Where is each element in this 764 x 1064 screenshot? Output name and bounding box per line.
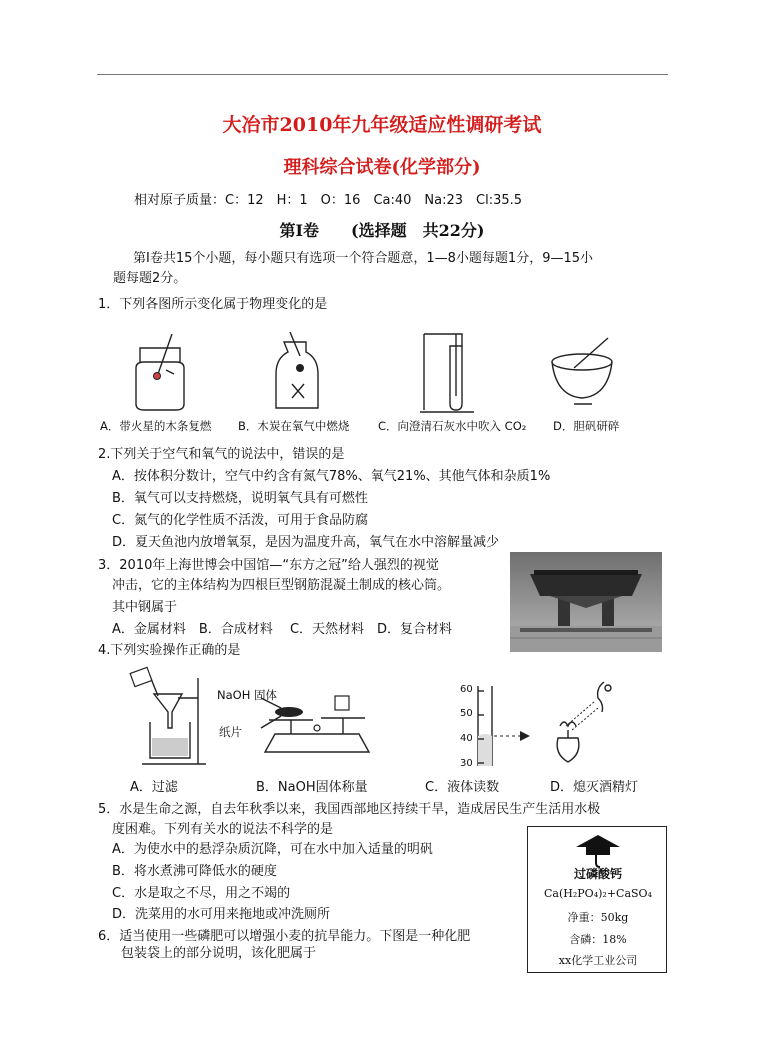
q4-figure-c-cylinder [476, 686, 536, 776]
fertilizer-net-weight: 净重：50kg [567, 911, 629, 924]
exam-title: 大冶市2010年九年级适应性调研考试 [222, 114, 542, 136]
q5-option-a: A．为使水中的悬浮杂质沉降，可在水中加入适量的明矾 [112, 842, 433, 857]
q6-stem-line1: 6．适当使用一些磷肥可以增强小麦的抗旱能力。下图是一种化肥 [98, 929, 471, 944]
q5-stem-line1: 5．水是生命之源，自去年秋季以来，我国西部地区持续干旱，造成居民生产生活用水极 [98, 802, 601, 817]
exam-subtitle: 理科综合试卷(化学部分) [283, 157, 481, 178]
q1-figure-a [128, 340, 198, 415]
q5-option-d: D．洗菜用的水可用来拖地或冲洗厕所 [112, 907, 331, 922]
q5-option-b: B．将水煮沸可降低水的硬度 [112, 864, 277, 879]
q5-stem-line2: 度困难。下列有关水的说法不科学的是 [112, 822, 334, 837]
q4-naoh-label: NaOH 固体 [217, 688, 278, 702]
atomic-masses: 相对原子质量：C：12 H：1 O：16 Ca:40 Na:23 Cl:35.5 [134, 193, 523, 208]
q2-option-c: C．氮气的化学性质不活泼，可用于食品防腐 [112, 513, 369, 528]
q4-option-c: C．液体读数 [425, 780, 500, 795]
instructions-line2: 题每题2分。 [113, 271, 187, 286]
q4-option-b: B．NaOH固体称量 [256, 780, 368, 795]
q4-stem: 4.下列实验操作正确的是 [98, 643, 241, 658]
q6-stem-line2: 包装袋上的部分说明，该化肥属于 [121, 946, 317, 961]
q1-figure-b [270, 328, 330, 413]
q3-stem-line3: 其中钢属于 [112, 600, 178, 615]
q4-figure-d-alcohol-lamp [544, 674, 624, 774]
instructions-line1: 第Ⅰ卷共15个小题，每小题只有选项一个符合题意，1—8小题每题1分，9—15小 [133, 251, 594, 266]
fertilizer-logo-icon [570, 833, 626, 869]
q1-stem: 1．下列各图所示变化属于物理变化的是 [98, 297, 328, 312]
fertilizer-label [527, 826, 667, 973]
section-heading: 第Ⅰ卷 (选择题 共22分) [279, 221, 485, 240]
q3-stem-line1: 3．2010年上海世博会中国馆—“东方之冠”给人强烈的视觉 [98, 558, 439, 573]
fertilizer-company: xx化学工业公司 [558, 954, 638, 967]
q1-option-b: B．木炭在氧气中燃烧 [238, 419, 350, 433]
q3-stem-line2: 冲击，它的主体结构为四根巨型钢筋混凝土制成的核心筒。 [112, 578, 451, 593]
fertilizer-phosphorus: 含磷：18% [569, 933, 627, 946]
q2-option-a: A．按体积分数计，空气中约含有氮气78%、氧气21%、其他气体和杂质1% [112, 469, 551, 484]
fertilizer-formula: Ca(H₂PO₄)₂+CaSO₄ [544, 887, 652, 900]
q4-scale-30: 30 [460, 758, 473, 769]
q1-figure-c [420, 330, 480, 415]
q5-option-c: C．水是取之不尽，用之不竭的 [112, 886, 291, 901]
q2-stem: 2.下列关于空气和氧气的说法中，错误的是 [98, 447, 345, 462]
q1-figure-d [548, 336, 628, 406]
q4-figure-b-balance [255, 694, 385, 770]
q4-option-a: A．过滤 [130, 780, 178, 795]
q4-figure-a-filtration [128, 668, 208, 768]
header-rule [97, 74, 668, 75]
q4-scale-50: 50 [460, 708, 473, 719]
fertilizer-name: 过磷酸钙 [573, 867, 622, 881]
q1-option-c: C．向澄清石灰水中吹入 CO₂ [378, 419, 527, 433]
q2-option-b: B．氧气可以支持燃烧，说明氧气具有可燃性 [112, 491, 368, 506]
q4-option-d: D．熄灭酒精灯 [550, 780, 639, 795]
china-pavilion-photo [510, 552, 662, 652]
q4-scale-60: 60 [460, 684, 473, 695]
q4-paper-label: 纸片 [219, 725, 242, 739]
q1-option-a: A．带火星的木条复燃 [100, 419, 212, 433]
q3-options: A．金属材料 B．合成材料 C．天然材料 D．复合材料 [112, 622, 453, 637]
q2-option-d: D．夏天鱼池内放增氧泵，是因为温度升高，氧气在水中溶解量减少 [112, 535, 500, 550]
q4-scale-40: 40 [460, 733, 473, 744]
q1-option-d: D．胆矾研碎 [553, 419, 620, 433]
